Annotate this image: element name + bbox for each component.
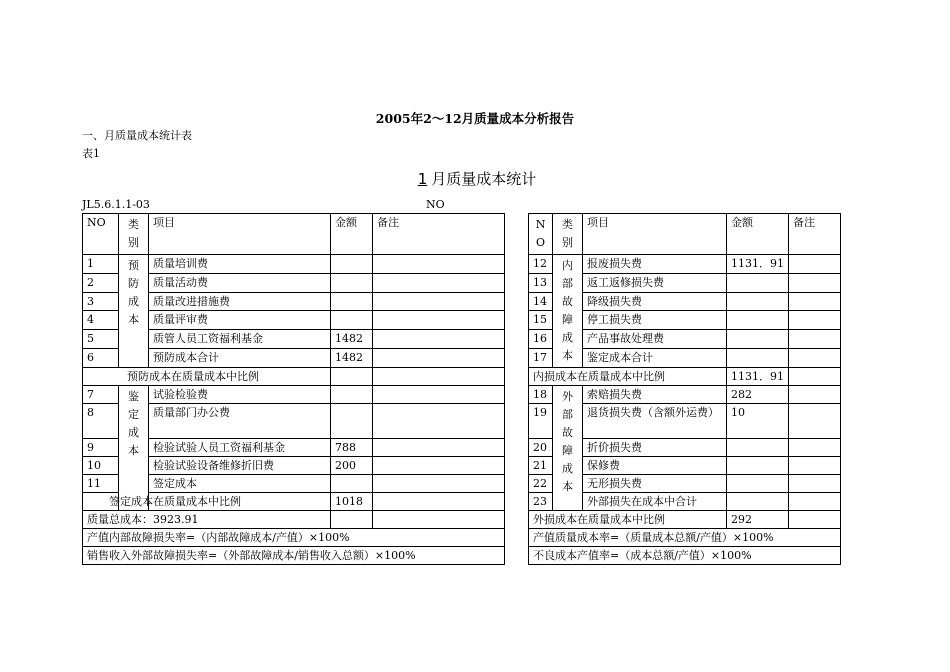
- gap: [505, 214, 529, 565]
- table-row: 3 质量改进措施费 14 降级损失费: [83, 292, 841, 311]
- report-title: 2005年2～12月质量成本分析报告: [375, 111, 575, 126]
- prevention-category: 预防成本: [119, 255, 149, 368]
- doc-code: JL5.6.1.1-03: [82, 198, 150, 211]
- table-row: 5 质管人员工资福利基金 1482 16 产品事故处理费: [83, 330, 841, 349]
- header-category: 类别: [119, 214, 149, 255]
- header-no: NO: [83, 214, 119, 255]
- external-category: 外部故障成本: [553, 386, 583, 511]
- ratio-row: 预防成本在质量成本中比例 内损成本在质量成本中比例 1131．91: [83, 368, 841, 386]
- table-row: 7 鉴定成本 试验检验费 18 外部故障成本 索赔损失费 282: [83, 386, 841, 404]
- no-label: NO: [426, 198, 445, 211]
- formula-row: 产值内部故障损失率=（内部故障成本/产值）×100% 产值质量成本率=（质量成本总额/产值）×100%: [83, 529, 841, 547]
- table-row: 2 质量活动费 13 返工返修损失费: [83, 273, 841, 292]
- table-label: 表1: [82, 147, 100, 160]
- header-no-right: N O: [529, 214, 553, 255]
- header-category-right: 类别: [553, 214, 583, 255]
- table-row: 8 质量部门办公费 19 退货损失费（含额外运费） 10: [83, 404, 841, 439]
- month-title-suffix: 月质量成本统计: [431, 170, 537, 188]
- table-row: 4 质量评审费 15 停工损失费: [83, 311, 841, 330]
- table-row: 6 预防成本合计 1482 17 鉴定成本合计: [83, 349, 841, 368]
- quality-cost-table: [82, 213, 841, 565]
- header-remark-right: 备注: [789, 214, 841, 255]
- table-row: 9 检验试验人员工资福利基金 788 20 折价损失费: [83, 439, 841, 457]
- table-row: 1 预防成本 质量培训费 12 内部故障成本 报废损失费 1131．91: [83, 255, 841, 274]
- header-row: [83, 214, 841, 255]
- table-row: 11 签定成本 22 无形损失费: [83, 475, 841, 493]
- header-item-right: 项目: [583, 214, 727, 255]
- ratio-row: 签定成本在质量成本中比例 1018 23 外部损失在成本中合计: [83, 493, 841, 511]
- header-amount: 金额: [331, 214, 373, 255]
- total-row: 质量总成本：3923.91 外损成本在质量成本中比例 292: [83, 511, 841, 529]
- appraisal-category: 鉴定成本: [119, 386, 149, 511]
- header-amount-right: 金额: [727, 214, 789, 255]
- header-item: 项目: [149, 214, 331, 255]
- section-heading: 一、月质量成本统计表: [82, 129, 192, 142]
- internal-category: 内部故障成本: [553, 255, 583, 368]
- header-remark: 备注: [373, 214, 505, 255]
- month-number: 1: [417, 170, 428, 188]
- formula-row: 销售收入外部故障损失率=（外部故障成本/销售收入总额）×100% 不良成本产值率=（成本总额/产值）×100%: [83, 547, 841, 565]
- table-row: 10 检验试验设备维修折旧费 200 21 保修费: [83, 457, 841, 475]
- month-title: [0, 168, 950, 189]
